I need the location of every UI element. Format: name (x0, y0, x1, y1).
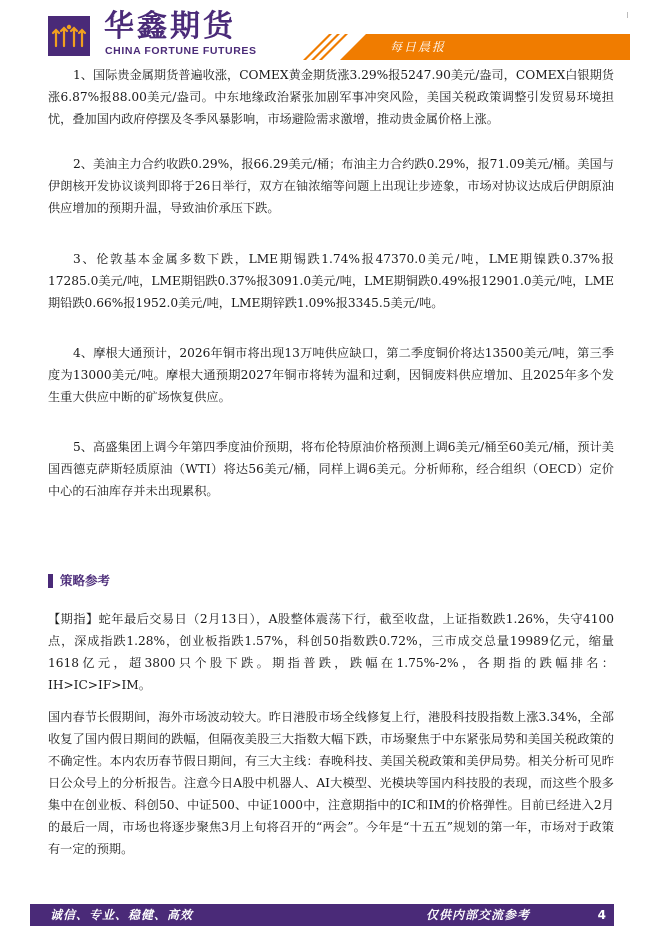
brand-name-cn: 华鑫期货 (104, 9, 236, 44)
page-number: 4 (597, 908, 606, 922)
section-title-text: 策略参考 (60, 573, 111, 588)
page-footer (30, 904, 614, 926)
news-item-4: 4、摩根大通预计，2026年铜市将出现13万吨供应缺口，第二季度铜价将达13500美元/吨，第三季度为13000美元/吨。摩根大通预期2027年铜市将转为温和过剩，因铜废料供应增加、且2025年多个发生重大供应中断的矿场恢复供应。 (48, 346, 614, 404)
footer-motto: 诚信、专业、稳健、高效 (50, 908, 194, 922)
news-item-2: 2、美油主力合约收跌0.29%，报66.29美元/桶；布油主力合约跌0.29%，报71.09美元/桶。美国与伊朗核开发协议谈判即将于26日举行，双方在铀浓缩等问题上出现让步迹象，市场对协议达成后伊朗原油供应增加的预期升温，导致油价承压下跌。 (48, 157, 614, 215)
report-label: 每日晨报 (390, 40, 447, 54)
strategy-index-futures: 【期指】蛇年最后交易日（2月13日），A股整体震荡下行，截至收盘，上证指数跌1.26%，失守4100点，深成指跌1.28%，创业板指跌1.57%，科创50指数跌0.72%，三市成交总量19989亿元，缩量1618亿元，超3800只个股下跌。期指普跌，跌幅在1.75%-2%，各期指的跌幅排名：IH>IC>IF>IM。 (48, 612, 614, 692)
section-marker (48, 574, 53, 588)
brand-name-en: CHINA FORTUNE FUTURES (105, 45, 257, 57)
huaxin-logo-icon (48, 16, 90, 56)
news-item-5: 5、高盛集团上调今年第四季度油价预期，将布伦特原油价格预测上调6美元/桶至60美元/桶，预计美国西德克萨斯轻质原油（WTI）将达56美元/桶，同样上调6美元。分析师称，经合组织（OECD）定价中心的石油库存并未出现累积。 (48, 440, 614, 498)
footer-notice: 仅供内部交流参考 (426, 908, 531, 922)
news-item-3: 3、伦敦基本金属多数下跌，LME期锡跌1.74%报47370.0美元/吨，LME期镍跌0.37%报17285.0美元/吨，LME期铝跌0.37%报3091.0美元/吨，LME期铜跌0.49%报12901.0美元/吨，LME期铅跌0.66%报1952.0美元/吨，LME期锌跌1.09%报3345.5美元/吨。 (48, 252, 614, 310)
corner-mark (627, 12, 628, 18)
strategy-analysis: 国内春节长假期间，海外市场波动较大。昨日港股市场全线修复上行，港股科技股指数上涨3.34%，全部收复了国内假日期间的跌幅，但隔夜美股三大指数大幅下跌，市场聚焦于中东紧张局势和美国关税政策的不确定性。本内农历春节假日期间，有三大主线：春晚科技、美国关税政策和美伊局势。相关分析可见昨日公众号上的分析报告。注意今日A股中机器人、AI大模型、光模块等国内科技股的表现，而这些个股多集中在创业板、科创50、中证500、中证1000中，注意期指中的IC和IM的价格弹性。目前已经进入2月的最后一周，市场也将逐步聚焦3月上旬将召开的“两会”。今年是“十五五”规划的第一年，市场对于政策有一定的预期。 (48, 710, 614, 856)
report-banner (340, 34, 630, 60)
news-item-1: 1、国际贵金属期货普遍收涨，COMEX黄金期货涨3.29%报5247.90美元/盎司，COMEX白银期货涨6.87%报88.00美元/盎司。中东地缘政治紧张加剧军事冲突风险，美国关税政策调整引发贸易环境担忧，叠加国内政府停摆及冬季风暴影响，市场避险需求激增，推动贵金属价格上涨。 (48, 68, 614, 126)
page-header (0, 0, 662, 62)
